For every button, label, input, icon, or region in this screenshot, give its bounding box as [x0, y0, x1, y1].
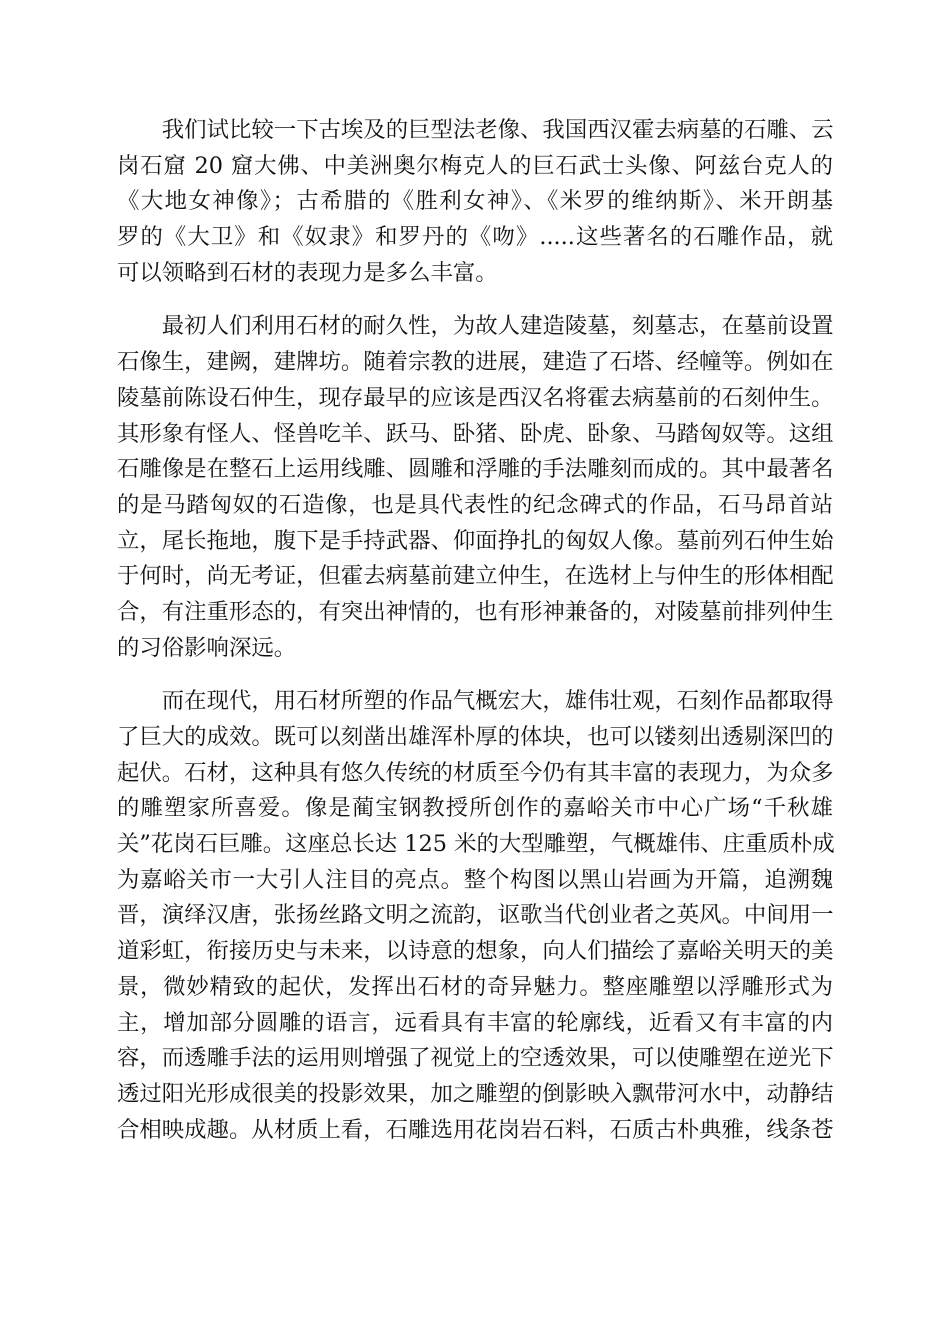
paragraph-ancient-sculptures: [117, 113, 833, 291]
text-line: 岗石窟 20 窟大佛、中美洲奥尔梅克人的巨石武士头像、阿兹台克人的: [117, 152, 833, 179]
document-body: [117, 113, 833, 1166]
text-line: 立，尾长拖地，腹下是手持武器、仰面挣扎的匈奴人像。墓前列石仲生始: [117, 527, 834, 554]
text-line: 主，增加部分圆雕的语言，远看具有丰富的轮廓线，近看又有丰富的内: [117, 1009, 833, 1036]
text-line: 罗的《大卫》和《奴隶》和罗丹的《吻》.....这些著名的石雕作品，就: [117, 224, 833, 251]
text-line: 透过阳光形成很美的投影效果，加之雕塑的倒影映入飘带河水中，动静结: [117, 1080, 834, 1107]
text-line: 我们试比较一下古埃及的巨型法老像、我国西汉霍去病墓的石雕、云: [161, 117, 834, 143]
text-line: 石像生，建阙，建牌坊。随着宗教的进展，建造了石塔、经幢等。例如在: [117, 349, 834, 376]
text-line: 合相映成趣。从材质上看，石雕选用花岗岩石料，石质古朴典雅，线条苍: [117, 1116, 834, 1143]
text-line: 了巨大的成效。既可以刻凿出雄浑朴厚的体块，也可以镂刻出透剔深凹的: [117, 724, 834, 750]
text-line: 晋，演绎汉唐，张扬丝路文明之流韵，讴歌当代创业者之英风。中间用一: [117, 902, 834, 929]
text-line: 于何时，尚无考证，但霍去病墓前建立仲生，在选材上与仲生的形体相配: [117, 563, 834, 590]
text-line: 可以领略到石材的表现力是多么丰富。: [117, 259, 498, 286]
text-line: 而在现代，用石材所塑的作品气概宏大，雄伟壮观，石刻作品都取得: [161, 688, 834, 715]
text-line: 《大地女神像》；古希腊的《胜利女神》、《米罗的维纳斯》、米开朗基: [117, 188, 833, 215]
text-line: 陵墓前陈设石仲生，现存最早的应该是西汉名将霍去病墓前的石刻仲生。: [117, 384, 834, 411]
text-line: 最初人们利用石材的耐久性，为故人建造陵墓，刻墓志，在墓前设置: [161, 313, 834, 340]
text-line: 的习俗影响深远。: [117, 634, 297, 661]
text-line: 的雕塑家所喜爱。像是蔺宝钢教授所创作的嘉峪关市中心广场“千秋雄: [117, 795, 833, 822]
text-line: 道彩虹，衔接历史与未来，以诗意的想象，向人们描绘了嘉峪关明天的美: [117, 938, 834, 965]
text-line: 关”花岗石巨雕。这座总长达 125 米的大型雕塑，气概雄伟、庄重质朴成: [117, 831, 835, 858]
text-line: 容，而透雕手法的运用则增强了视觉上的空透效果，可以使雕塑在逆光下: [117, 1045, 834, 1072]
text-line: 其形象有怪人、怪兽吃羊、跃马、卧猪、卧虎、卧象、马踏匈奴等。这组: [117, 420, 834, 447]
text-line: 的是马踏匈奴的石造像，也是具代表性的纪念碑式的作品，石马昂首站: [117, 491, 833, 518]
text-line: 起伏。石材，这种具有悠久传统的材质至今仍有其丰富的表现力，为众多: [117, 759, 834, 786]
text-line: 石雕像是在整石上运用线雕、圆雕和浮雕的手法雕刻而成的。其中最著名: [117, 456, 834, 483]
paragraph-modern-sculptures: [117, 684, 833, 1148]
text-line: 为嘉峪关市一大引人注目的亮点。整个构图以黑山岩画为开篇，追溯魏: [117, 866, 833, 893]
text-line: 合，有注重形态的，有突出神情的，也有形神兼备的，对陵墓前排列仲生: [117, 598, 834, 625]
text-line: 景，微妙精致的起伏，发挥出石材的奇异魅力。整座雕塑以浮雕形式为: [117, 973, 833, 1000]
paragraph-tomb-sculptures: [117, 309, 833, 666]
